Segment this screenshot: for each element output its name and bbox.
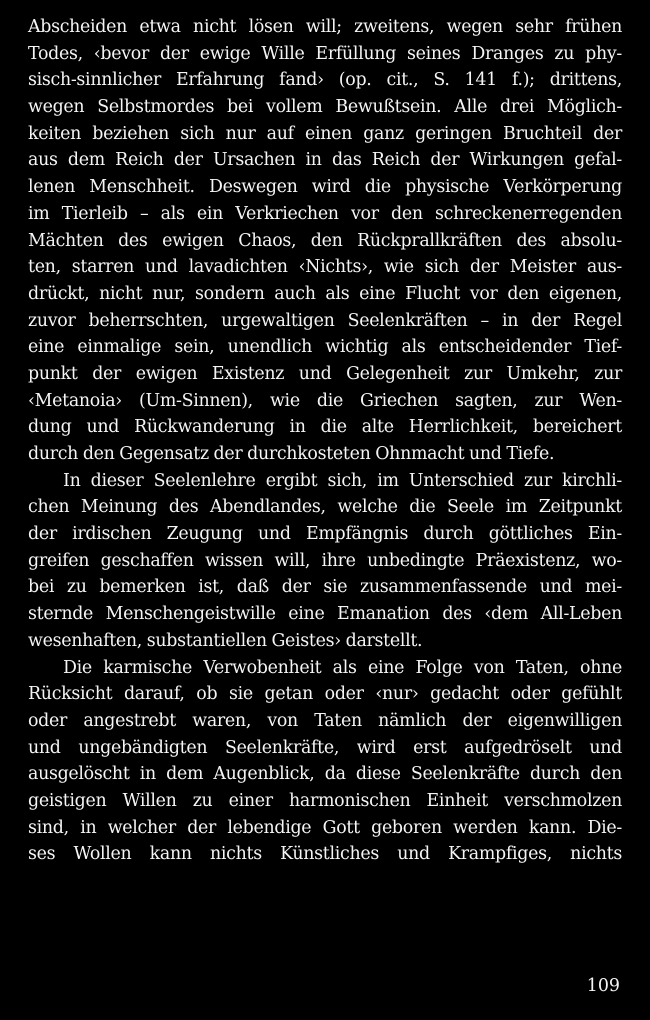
text-line: aus dem Reich der Ursachen in das Reich der Wirkungen gefal-	[28, 150, 622, 171]
text-line: Mächten des ewigen Chaos, den Rückprallkräften des absolu-	[28, 230, 622, 251]
book-page-text	[28, 14, 622, 868]
text-line: dung und Rückwanderung in die alte Herrlichkeit, bereichert	[28, 417, 622, 438]
text-line: durch den Gegensatz der durchkosteten Ohnmacht und Tiefe.	[28, 444, 555, 464]
text-line: wesenhaften, substantiellen Geistes› darstellt.	[28, 630, 423, 651]
text-line: Todes, ‹bevor der ewige Wille Erfüllung seines Dranges zu phy-	[28, 43, 622, 64]
text-line: sisch-sinnlicher Erfahrung fand› (op. cit., S. 141 f.); drittens,	[28, 70, 622, 91]
text-line: sternde Menschengeistwille eine Emanation des ‹dem All-Leben	[28, 604, 622, 625]
paragraph-2	[28, 468, 622, 655]
page-number: 109	[586, 976, 620, 996]
text-line: bei zu bemerken ist, daß der sie zusammenfassende und mei-	[28, 577, 622, 598]
text-line: wegen Selbstmordes bei vollem Bewußtsein. Alle drei Möglich-	[28, 97, 622, 118]
text-line: und ungebändigten Seelenkräfte, wird erst aufgedröselt und	[28, 737, 622, 758]
text-line: greifen geschaffen wissen will, ihre unbedingte Präexistenz, wo-	[28, 550, 622, 571]
paragraph-3	[28, 655, 622, 869]
text-line: zuvor beherrschten, urgewaltigen Seelenkräften – in der Regel	[28, 310, 622, 331]
text-line: eine einmalige sein, unendlich wichtig als entscheidender Tief-	[28, 337, 622, 358]
text-line: punkt der ewigen Existenz und Gelegenheit zur Umkehr, zur	[28, 363, 622, 384]
text-line: ausgelöscht in dem Augenblick, da diese Seelenkräfte durch den	[28, 764, 622, 785]
paragraph-1	[28, 14, 622, 468]
text-line: lenen Menschheit. Deswegen wird die physische Verkörperung	[28, 177, 622, 198]
text-line: Abscheiden etwa nicht lösen will; zweitens, wegen sehr frühen	[28, 17, 622, 37]
text-line: sind, in welcher der lebendige Gott geboren werden kann. Die-	[28, 817, 622, 838]
text-line: im Tierleib – als ein Verkriechen vor den schreckenerregenden	[28, 203, 622, 224]
text-line: ten, starren und lavadichten ‹Nichts›, wie sich der Meister aus-	[28, 257, 622, 278]
text-line: geistigen Willen zu einer harmonischen Einheit verschmolzen	[28, 790, 622, 811]
text-line: ses Wollen kann nichts Künstliches und Krampfiges, nichts	[28, 844, 622, 865]
text-line: keiten beziehen sich nur auf einen ganz geringen Bruchteil der	[28, 123, 622, 144]
text-line: Rücksicht darauf, ob sie getan oder ‹nur› gedacht oder gefühlt	[28, 684, 622, 705]
text-line: der irdischen Zeugung und Empfängnis durch göttliches Ein-	[28, 524, 622, 545]
text-line: drückt, nicht nur, sondern auch als eine Flucht vor den eigenen,	[28, 283, 622, 304]
text-line: In dieser Seelenlehre ergibt sich, im Unterschied zur kirchli-	[63, 470, 622, 491]
text-line: chen Meinung des Abendlandes, welche die Seele im Zeitpunkt	[28, 497, 622, 518]
text-line: ‹Metanoia› (Um-Sinnen), wie die Griechen sagten, zur Wen-	[28, 390, 622, 411]
text-line: Die karmische Verwobenheit als eine Folge von Taten, ohne	[63, 657, 622, 678]
text-line: oder angestrebt waren, von Taten nämlich der eigenwilligen	[28, 710, 622, 731]
